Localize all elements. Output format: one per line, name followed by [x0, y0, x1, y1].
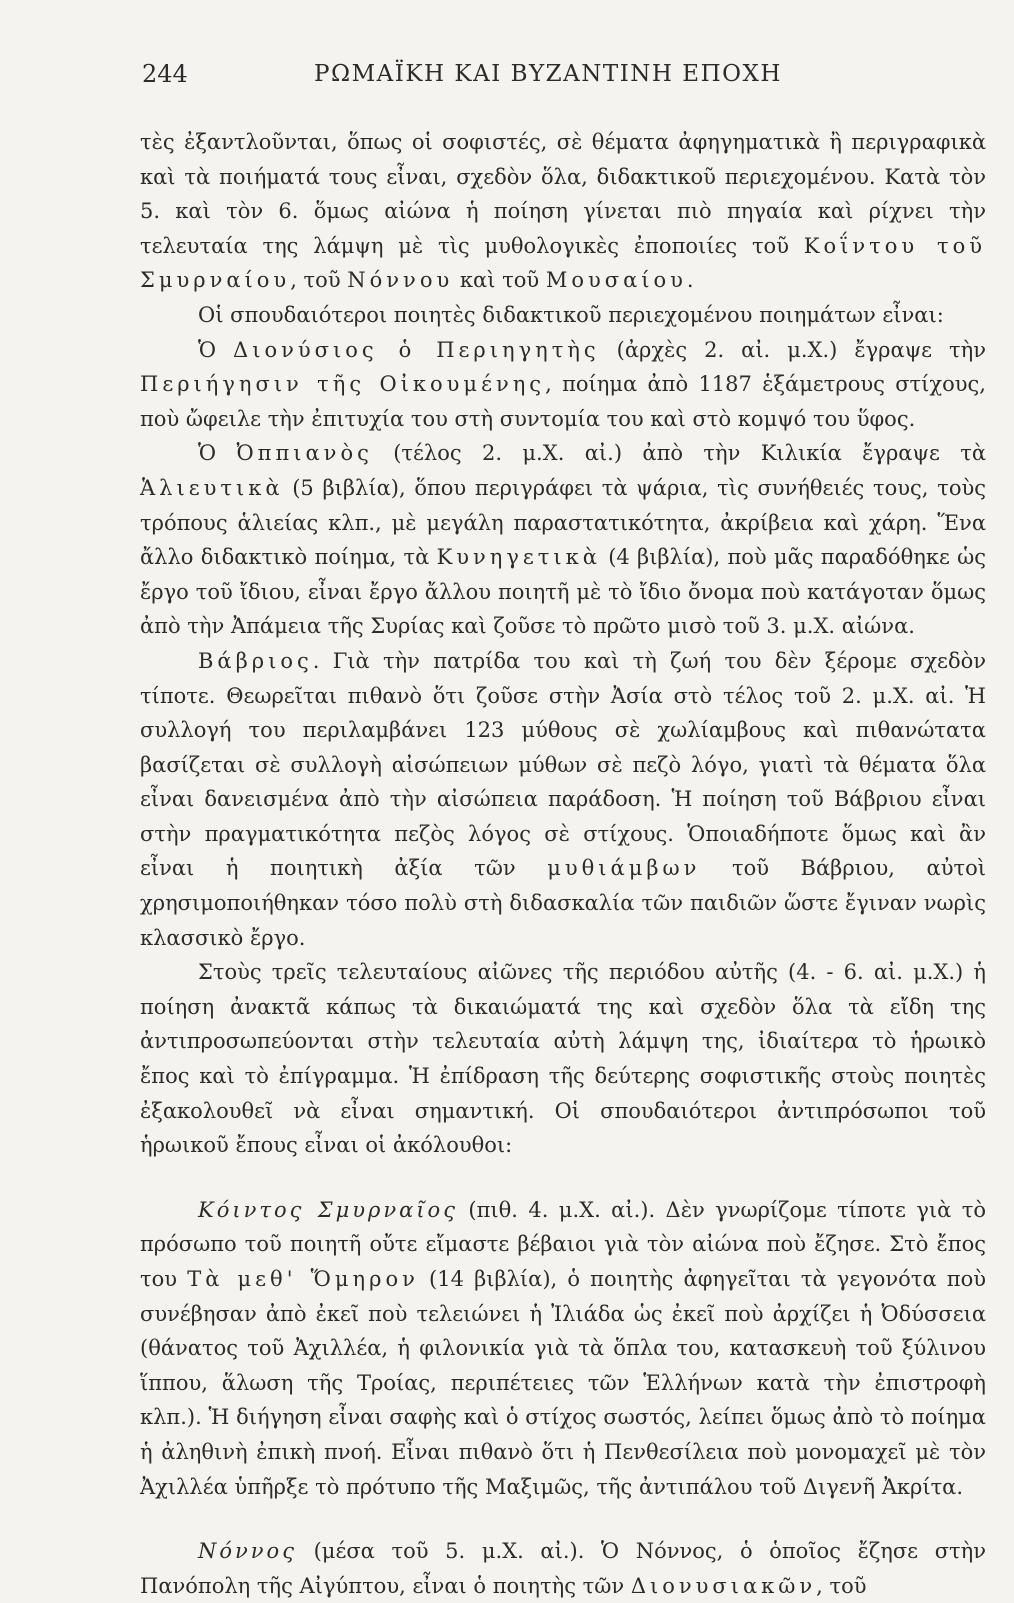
- text-run: Ὁ: [198, 441, 237, 466]
- spaced-emphasis: Βάβριος: [198, 648, 313, 673]
- paragraph-oppianos: [140, 436, 986, 644]
- text-run: , ποίημα ἀπὸ 1187 ἑξάμετρους στίχους, ποὺ ὤφειλε τὴν ἐπιτυχία του στὴ συντομία του καὶ στὸ κομψό του ὕφος.: [140, 372, 986, 431]
- text-run: , τοῦ: [816, 1573, 867, 1598]
- text-run: (τέλος 2. μ.Χ. αἰ.) ἀπὸ τὴν Κιλικία ἔγραψε τὰ: [372, 441, 986, 466]
- page-header: [142, 54, 954, 94]
- text-run: Στοὺς τρεῖς τελευταίους αἰῶνες τῆς περιόδου αὐτῆς (4. - 6. αἰ. μ.Χ.) ἡ ποίηση ἀνακτᾶ κάπως τὰ δικαιώματά της καὶ σχεδὸν ὅλα τὰ εἴδη της ἀντιπροσωπεύονται στὴν τελευταία αὐτὴ λάμψη της, ἰδιαίτερα τὸ ἡρωικὸ ἔπος καὶ τὸ ἐπίγραμμα. Ἡ ἐπίδραση τῆς δεύτερης σοφιστικῆς στοὺς ποιητὲς ἐξακολουθεῖ νὰ εἶναι σημαντική. Οἱ σπουδαιότεροι ἀντιπρόσωποι τοῦ ἡρωικοῦ ἔπους εἶναι οἱ ἀκόλουθοι:: [140, 960, 986, 1158]
- text-run: (4 βιβλία), ποὺ μᾶς παραδόθηκε ὡς ἔργο τοῦ ἴδιου, εἶναι ἔργο ἄλλου ποιητῆ μὲ τὸ ἴδιο ὄνομα ποὺ κατάγοταν ὅμως ἀπὸ τὴν Ἀπάμεια τῆς Συρίας καὶ ζοῦσε τὸ πρῶτο μισὸ τοῦ 3. μ.Χ. αἰώνα.: [140, 545, 986, 639]
- spaced-emphasis: Κοΐντου τοῦ Σμυρναίου: [140, 233, 987, 293]
- spaced-emphasis: Μουσαίου: [545, 268, 687, 293]
- text-run: Ὁ: [198, 337, 234, 362]
- text-run: (ἀρχὲς 2. αἰ. μ.Χ.) ἔγραψε τὴν: [599, 337, 986, 362]
- text-run: (14 βιβλία), ὁ ποιητὴς ἀφηγεῖται τὰ γεγονότα ποὺ συνέβησαν ἀπὸ ἐκεῖ ποὺ τελειώνει ἡ Ἰλιάδα ὡς ἐκεῖ ποὺ ἀρχίζει ἡ Ὀδύσσεια (θάνατος τοῦ Ἀχιλλέα, ἡ φιλονικία γιὰ τὰ ὅπλα του, κατασκευὴ τοῦ ξύλινου ἵππου, ἅλωση τῆς Τροίας, περιπέτειες τῶν Ἑλλήνων κατὰ τὴν ἐπιστροφὴ κλπ.). Ἡ διήγηση εἶναι σαφὴς καὶ ὁ στίχος σωστός, λείπει ὅμως ἀπὸ τὸ ποίημα ἡ ἀληθινὴ ἐπικὴ πνοή. Εἶναι πιθανὸ ὅτι ἡ Πενθεσίλεια ποὺ μονομαχεῖ μὲ τὸν Ἀχιλλέα ὑπῆρξε τὸ πρότυπο τῆς Μαξιμῶς, τῆς ἀντιπάλου τοῦ Διγενῆ Ἀκρίτα.: [140, 1267, 986, 1499]
- text-run: .: [686, 268, 694, 293]
- body-text: [140, 125, 986, 1603]
- spaced-emphasis: Κυνηγετικὰ: [436, 545, 601, 570]
- text-run: τοῦ Βάβριου, αὐτοὶ χρησιμοποιήθηκαν τόσο πολὺ στὴ διδασκαλία τῶν παιδιῶν ὥστε ἔγιναν νωρὶς κλασσικὸ ἔργο.: [140, 856, 986, 950]
- text-run: Οἱ σπουδαιότεροι ποιητὲς διδακτικοῦ περιεχομένου ποιημάτων εἶναι:: [198, 302, 944, 327]
- paragraph-kointos: [140, 1193, 986, 1504]
- paragraph-late-period: [140, 955, 986, 1163]
- text-run: (πιθ. 4. μ.Χ. αἰ.). Δὲν γνωρίζομε τίποτε γιὰ τὸ πρόσωπο τοῦ ποιητῆ οὔτε εἴμαστε βέβαιοι γιὰ τὸν αἰώνα ποὺ ἔζησε. Στὸ ἔπος του: [140, 1197, 986, 1291]
- text-run: , τοῦ: [290, 268, 348, 293]
- paragraph-continuation: [140, 125, 986, 298]
- paragraph-dionysios: [140, 333, 986, 437]
- spaced-emphasis: Νόννου: [347, 268, 454, 293]
- paragraph-nonnos: [140, 1534, 986, 1603]
- text-run: τὲς ἐξαντλοῦνται, ὅπως οἱ σοφιστές, σὲ θέματα ἀφηγηματικὰ ἢ περιγραφικὰ καὶ τὰ ποιήματά τους εἶναι, σχεδὸν ὅλα, διδακτικοῦ περιεχομένου. Κατὰ τὸν 5. καὶ τὸν 6. ὅμως αἰώνα ἡ ποίηση γίνεται πιὸ πηγαία καὶ ρίχνει τὴν τελευταία της λάμψη μὲ τὶς μυθολογικὲς ἐποποιίες τοῦ: [140, 130, 986, 258]
- italic-heading: Νόννος: [198, 1539, 297, 1564]
- text-run: . Γιὰ τὴν πατρίδα του καὶ τὴ ζωή του δὲν ξέρομε σχεδὸν τίποτε. Θεωρεῖται πιθανὸ ὅτι ζοῦσε στὴν Ἀσία στὸ τέλος τοῦ 2. μ.Χ. αἰ. Ἡ συλλογή του περιλαμβάνει 123 μύθους σὲ χωλίαμβους καὶ πιθανώτατα βασίζεται σὲ συλλογὴ αἰσώπειων μύθων σὲ πεζὸ λόγο, γιατὶ τὰ θέματα ὅλα εἶναι δανεισμένα ἀπὸ τὴν αἰσώπεια παράδοση. Ἡ ποίηση τοῦ Βάβριου εἶναι στὴν πραγματικότητα πεζὸς λόγος σὲ στίχους. Ὁποιαδήποτε ὅμως καὶ ἂν εἶναι ἡ ποιητικὴ ἀξία τῶν: [140, 648, 986, 881]
- text-run: καὶ τοῦ: [453, 268, 546, 293]
- spaced-emphasis: Περιήγησιν τῆς Οἰκουμένης: [140, 372, 546, 397]
- spaced-emphasis: μυθιάμβων: [547, 856, 701, 881]
- spaced-emphasis: Διονύσιος ὁ Περιηγητὴς: [233, 337, 600, 362]
- spaced-emphasis: Διονυσιακῶν: [630, 1573, 817, 1598]
- page-number: 244: [142, 60, 188, 88]
- spaced-emphasis: Ἁλιευτικὰ: [140, 475, 284, 500]
- spaced-emphasis: Ὀππιανὸς: [236, 441, 373, 466]
- italic-heading: Κόιντος Σμυρναῖος: [198, 1197, 458, 1222]
- running-title: ΡΩΜΑΪΚΗ ΚΑΙ ΒΥΖΑΝΤΙΝΗ ΕΠΟΧΗ: [314, 61, 782, 87]
- text-run: (μέσα τοῦ 5. μ.Χ. αἰ.). Ὁ Νόννος, ὁ ὁποῖος ἔζησε στὴν Πανόπολη τῆς Αἰγύπτου, εἶναι ὁ ποιητὴς τῶν: [140, 1539, 986, 1598]
- paragraph-didactic-intro: [140, 298, 986, 333]
- text-run: (5 βιβλία), ὅπου περιγράφει τὰ ψάρια, τὶς συνήθειές τους, τοὺς τρόπους ἁλιείας κλπ., μὲ μεγάλη παραστατικότητα, ἀκρίβεια καὶ χάρη. Ἕνα ἄλλο διδακτικὸ ποίημα, τὰ: [140, 475, 986, 570]
- spaced-emphasis: Τὰ μεθ' Ὅμηρον: [187, 1267, 419, 1291]
- paragraph-babrios: [140, 644, 986, 955]
